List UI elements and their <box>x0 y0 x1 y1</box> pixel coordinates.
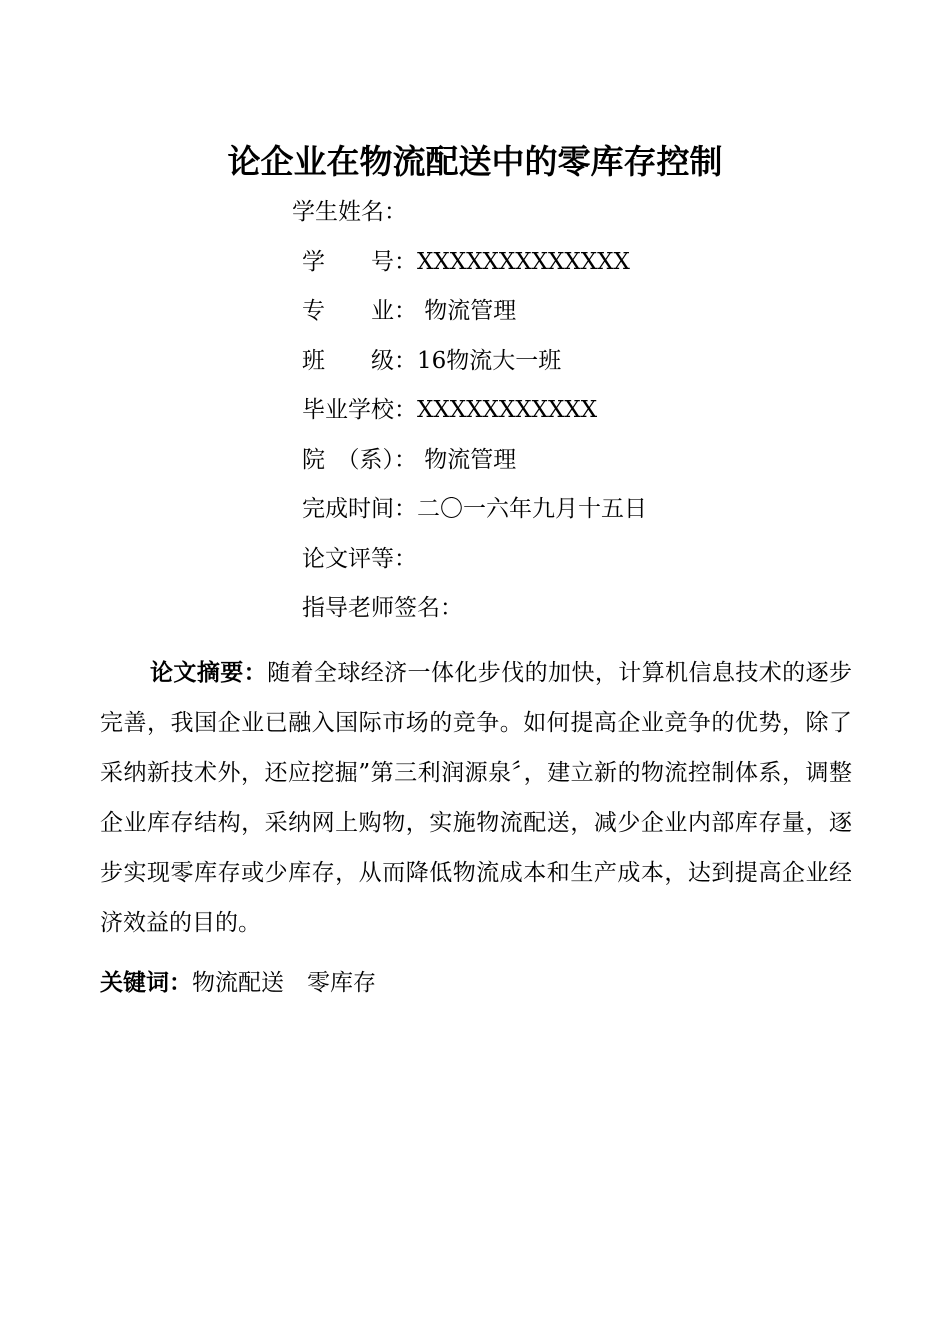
info-value: 物流管理 <box>417 447 517 473</box>
info-label: 院 （系）： <box>302 447 417 473</box>
info-row-completion-date <box>302 489 647 529</box>
info-label: 论文评等： <box>302 546 417 572</box>
info-row-department <box>302 440 516 480</box>
info-row-school <box>302 390 597 430</box>
abstract-text: 随着全球经济一体化步伐的加快，计算机信息技术的逐步完善，我国企业已融入国际市场的竞争。如何提高企业竞争的优势，除了采纳新技术外，还应挖掘”第三利润源泉〞，建立新的物流控制体系，调整企业库存结构，采纳网上购物，实施物流配送，减少企业内部库存量，逐步实现零库存或少库存，从而降低物流成本和生产成本，达到提高企业经济效益的目的。 <box>100 660 853 936</box>
info-row-grade <box>302 539 417 579</box>
info-label: 指导老师签名： <box>302 595 463 621</box>
info-label: 完成时间： <box>302 496 417 522</box>
document-title: 论企业在物流配送中的零库存控制 <box>227 142 723 181</box>
info-row-class <box>302 341 561 381</box>
info-label: 学 号： <box>302 249 417 275</box>
keywords-text: 物流配送 零库存 <box>192 970 376 996</box>
abstract-label: 论文摘要： <box>150 660 268 686</box>
abstract-paragraph <box>100 648 852 948</box>
info-label: 专 业： <box>302 298 417 324</box>
info-row-student-id <box>302 242 630 282</box>
info-value: 16物流大一班 <box>417 348 562 374</box>
info-row-advisor-signature <box>302 588 463 628</box>
info-value: XXXXXXXXXXXXX <box>417 249 630 275</box>
info-label: 班 级： <box>302 348 417 374</box>
info-value: 二〇一六年九月十五日 <box>417 496 647 522</box>
keywords-label: 关键词： <box>100 970 192 996</box>
info-label: 学生姓名： <box>292 199 407 225</box>
info-row-student-name <box>292 192 407 232</box>
info-row-major <box>302 291 516 331</box>
keywords-line <box>100 960 852 1006</box>
info-value: 物流管理 <box>417 298 517 324</box>
info-value: XXXXXXXXXXX <box>417 397 598 423</box>
info-label: 毕业学校： <box>302 397 417 423</box>
